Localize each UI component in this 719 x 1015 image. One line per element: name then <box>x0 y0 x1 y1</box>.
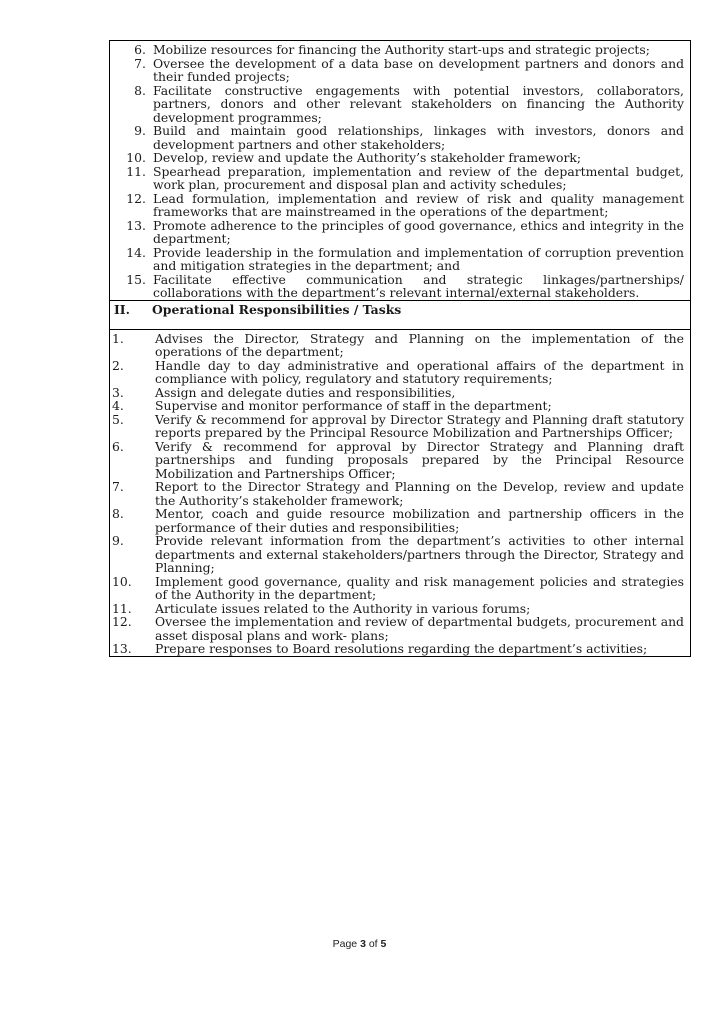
list-item: 6. Mobilize resources for financing the Authority start-ups and strategic projects; <box>134 42 650 57</box>
list-item: 10. Develop, review and update the Authority’s stakeholder framework; <box>126 150 582 165</box>
section-heading <box>110 300 690 329</box>
list-item: 1. Advises the Director, Strategy and Planning on the implementation of the operations of the department; <box>112 330 684 359</box>
list-item: 7. Report to the Director Strategy and Planning on the Develop, review and update the Authority’s stakeholder framework; <box>112 479 684 508</box>
list-item: 9. Build and maintain good relationships, linkages with investors, donors and development partners and other stakeholders; <box>134 123 684 152</box>
list-item: 14. Provide leadership in the formulation and implementation of corruption prevention and mitigation strategies in the department; and <box>126 244 684 273</box>
list-item: 10. Implement good governance, quality and risk management policies and strategies of the Authority in the department; <box>112 573 684 602</box>
list-item: 11. Spearhead preparation, implementation and review of the departmental budget, work plan, procurement and disposal plan and activity schedules; <box>126 163 684 192</box>
list-item: 9. Provide relevant information from the department’s activities to other internal departments and external stakeholders/partners through the Director, Strategy and Planning; <box>112 533 684 575</box>
list-item: 4. Supervise and monitor performance of staff in the department; <box>112 398 552 413</box>
list-item: 3. Assign and delegate duties and responsibilities, <box>112 384 456 400</box>
list-item: 12. Oversee the implementation and review of departmental budgets, procurement and asset disposal plans and work- plans; <box>112 614 684 643</box>
strategic-responsibilities-cell <box>110 41 690 300</box>
list-item: 8. Mentor, coach and guide resource mobilization and partnership officers in the performance of their duties and responsibilities; <box>112 506 684 535</box>
section-title: Operational Responsibilities / Tasks <box>152 301 402 317</box>
responsibilities-table <box>109 40 691 657</box>
list-item: 7. Oversee the development of a data base on development partners and donors and their funded projects; <box>134 55 684 84</box>
list-item: 15. Facilitate effective communication and strategic linkages/partnerships/ collaborations with the department’s relevant internal/external stakeholders. <box>126 271 684 300</box>
list-item: 8. Facilitate constructive engagements with potential investors, collaborators, partners, donors and other relevant stakeholders on financing the Authority development programmes; <box>134 82 684 125</box>
list-item: 13. Prepare responses to Board resolutions regarding the department’s activities; <box>112 641 648 656</box>
list-item: 5. Verify & recommend for approval by Director Strategy and Planning draft statutory reports prepared by the Principal Resource Mobilization and Partnerships Officer; <box>112 411 684 440</box>
current-page-number: 3 <box>360 938 366 950</box>
section-number: II. <box>114 301 130 317</box>
list-item: 13. Promote adherence to the principles of good governance, ethics and integrity in the department; <box>126 217 684 246</box>
list-item: 11. Articulate issues related to the Authority in various forums; <box>112 600 531 616</box>
total-page-count: 5 <box>380 938 387 950</box>
operational-responsibilities-cell <box>110 329 690 656</box>
list-item: 6. Verify & recommend for approval by Director Strategy and Planning draft partnerships and funding proposals prepared by the Principal Resource Mobilization and Partnerships Officer; <box>112 438 684 481</box>
list-item: 2. Handle day to day administrative and operational affairs of the department in compliance with policy, regulatory and statutory requirements; <box>112 357 684 386</box>
page-footer: Page 3 of 5 <box>332 938 387 950</box>
list-item: 12. Lead formulation, implementation and review of risk and quality management frameworks that are mainstreamed in the operations of the department; <box>126 190 684 219</box>
